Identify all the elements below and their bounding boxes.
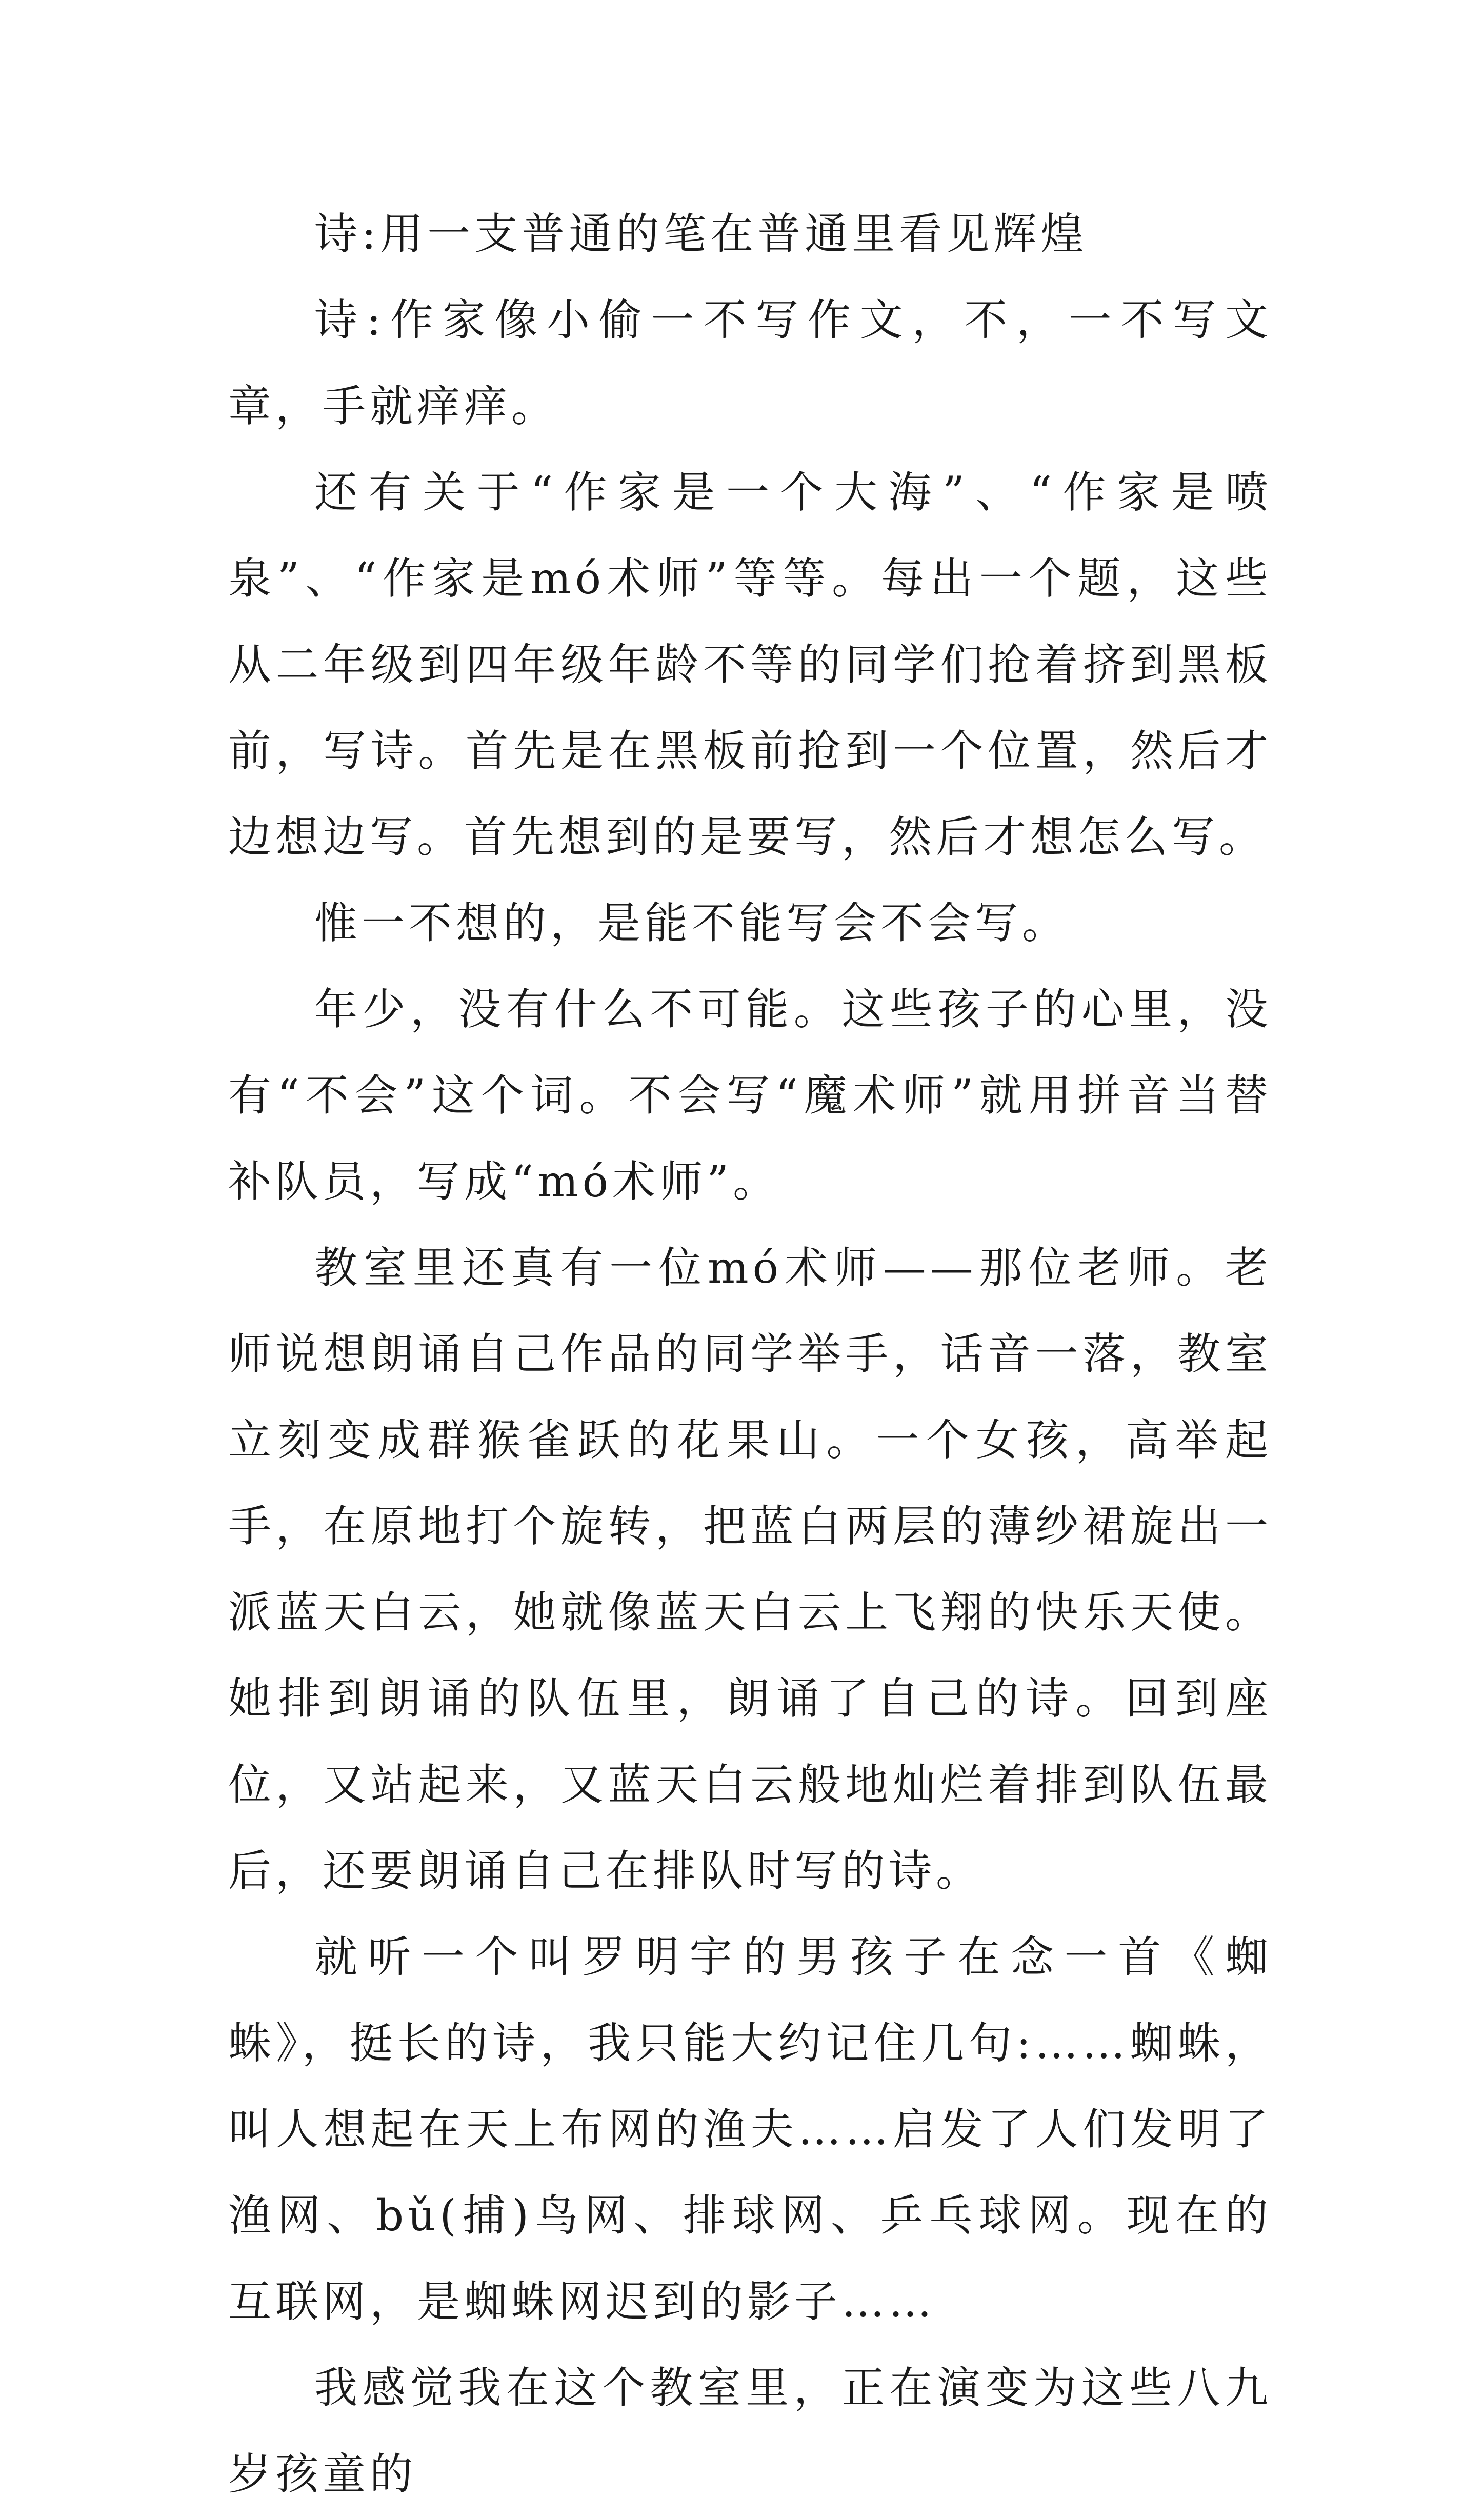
paragraph-8: 我感觉我在这个教室里，正在演变为这些八九岁孩童的: [228, 2363, 1272, 2499]
paragraph-7: 就听一个叫罗明宇的男孩子在念一首《蜘蛛》，挺长的诗，我只能大约记住几句:……蜘蛛，叫人想起在天上布网的渔夫……启发了人们发明了渔网、bǔ(捕)鸟网、排球网、乒乓球网。现在的互联网，是蜘蛛网迟到的影子……: [228, 1932, 1272, 2327]
paragraph-1: 诗:用一支普通的笔在普通里看见辉煌: [314, 209, 1088, 259]
paragraph-4: 惟一不想的，是能不能写会不会写。: [314, 898, 1070, 948]
paragraph-5: 年少，没有什么不可能。这些孩子的心里，没有“不会”这个词。不会写“魔术师”就用拼音当替补队员，写成“mó术师”。: [228, 984, 1272, 1207]
paragraph-3: 还有关于“作家是一个大海”、“作家是喷泉”、“作家是mó术师”等等。每出一个题，这些从二年级到四年级年龄不等的同学们抢着挤到黑板前，写诗。首先是在黑板前抢到一个位置，然后才边想边写。首先想到的是要写，然后才想怎么写。: [228, 467, 1272, 862]
body-text: [228, 191, 1272, 2517]
paragraph-2: 诗:作家像小偷一不写作文，不，一不写文章，手就痒痒。: [228, 295, 1272, 431]
paragraph-6: 教室里还真有一位mó术师——那位老师。老师说想朗诵自己作品的同学举手，话音一落，教室立刻变成群猴雀跃的花果山。一个女孩，高举起手，在原地打个旋转，把蓝白两层的薄纱裙旋出一派蓝天白云，她就像蓝天白云上飞翔的快乐天使。她排到朗诵的队伍里，朗诵了自己的诗。回到座位，又站起来，又蓝天白云般地灿烂着排到队伍最后，还要朗诵自己在排队时写的诗。: [228, 1243, 1272, 1896]
